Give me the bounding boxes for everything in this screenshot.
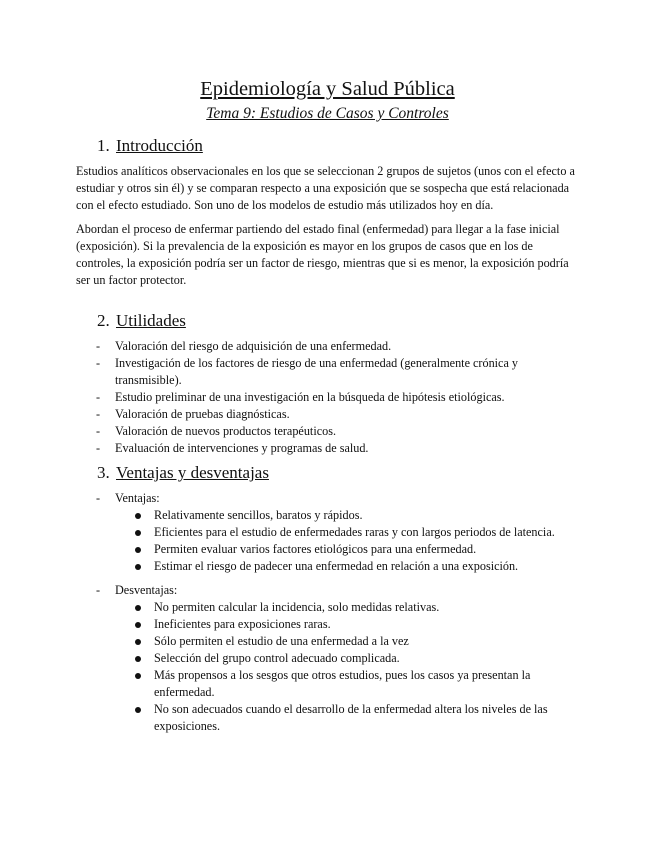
list-item: Sólo permiten el estudio de una enfermedad a la vez <box>76 633 586 650</box>
dash-bullet-icon: - <box>96 491 101 505</box>
dash-bullet-icon: - <box>96 356 101 370</box>
list-item: - Valoración de nuevos productos terapéuticos. <box>96 424 336 438</box>
section-number: 3. <box>97 463 110 482</box>
document-title: Epidemiología y Salud Pública <box>200 78 455 100</box>
list-item: - Valoración del riesgo de adquisición de una enfermedad. <box>96 339 392 353</box>
ventajas-list <box>76 507 586 575</box>
paragraph: Abordan el proceso de enfermar partiendo del estado final (enfermedad) para llegar a la fase inicial (exposición). Si la prevalencia de la exposición es mayor en los grupos de casos que en los de controles, la exposición podría ser un factor de riesgo, mientras que si es menor, la exposición podría ser un factor protector. <box>76 222 569 287</box>
utilidades-list <box>76 338 576 457</box>
list-item: - Estudio preliminar de una investigación en la búsqueda de hipótesis etiológicas. <box>96 390 505 404</box>
section-heading-ventajas <box>97 463 269 483</box>
bullet-dot-icon <box>135 547 141 553</box>
dash-bullet-icon: - <box>96 339 101 353</box>
bullet-dot-icon <box>135 530 141 536</box>
list-item: Ineficientes para exposiciones raras. <box>76 616 586 633</box>
list-item: - Valoración de pruebas diagnósticas. <box>96 407 290 421</box>
document-subtitle: Tema 9: Estudios de Casos y Controles <box>206 105 449 122</box>
desventajas-block <box>76 582 586 735</box>
introduccion-body <box>76 163 581 296</box>
dash-bullet-icon: - <box>96 424 101 438</box>
desventajas-label: - Desventajas: <box>96 583 178 597</box>
list-item: No son adecuados cuando el desarrollo de la enfermedad altera los niveles de las exposiciones. <box>76 701 586 735</box>
ventajas-block <box>76 490 586 575</box>
bullet-dot-icon <box>135 707 141 713</box>
list-item: Estimar el riesgo de padecer una enfermedad en relación a una exposición. <box>76 558 586 575</box>
dash-bullet-icon: - <box>96 583 101 597</box>
section-number: 2. <box>97 311 110 330</box>
section-heading-introduccion <box>97 136 203 156</box>
section-number: 1. <box>97 136 110 155</box>
paragraph: Estudios analíticos observacionales en los que se seleccionan 2 grupos de sujetos (unos con el efecto a estudiar y otros sin él) y se comparan respecto a una exposición que se sospecha que está relacionada con el efecto estudiado. Son uno de los modelos de estudio más utilizados hoy en día. <box>76 164 575 212</box>
list-item: - Investigación de los factores de riesgo de una enfermedad (generalmente crónica y transmisible). <box>96 356 519 387</box>
list-item: Permiten evaluar varios factores etiológicos para una enfermedad. <box>76 541 586 558</box>
bullet-dot-icon <box>135 656 141 662</box>
section-title: Ventajas y desventajas <box>116 463 269 482</box>
dash-bullet-icon: - <box>96 390 101 404</box>
bullet-dot-icon <box>135 622 141 628</box>
desventajas-list <box>76 599 586 735</box>
dash-bullet-icon: - <box>96 441 101 455</box>
list-item: - Evaluación de intervenciones y programas de salud. <box>96 441 369 455</box>
section-heading-utilidades <box>97 311 186 331</box>
list-item: Selección del grupo control adecuado complicada. <box>76 650 586 667</box>
section-title: Utilidades <box>116 311 186 330</box>
bullet-dot-icon <box>135 513 141 519</box>
dash-bullet-icon: - <box>96 407 101 421</box>
list-item: Eficientes para el estudio de enfermedades raras y con largos periodos de latencia. <box>76 524 586 541</box>
bullet-dot-icon <box>135 673 141 679</box>
ventajas-label: - Ventajas: <box>96 491 160 505</box>
list-item: No permiten calcular la incidencia, solo medidas relativas. <box>76 599 586 616</box>
list-item: Relativamente sencillos, baratos y rápidos. <box>76 507 586 524</box>
bullet-dot-icon <box>135 639 141 645</box>
bullet-dot-icon <box>135 605 141 611</box>
bullet-dot-icon <box>135 564 141 570</box>
list-item: Más propensos a los sesgos que otros estudios, pues los casos ya presentan la enfermedad. <box>76 667 586 701</box>
section-title: Introducción <box>116 136 203 155</box>
